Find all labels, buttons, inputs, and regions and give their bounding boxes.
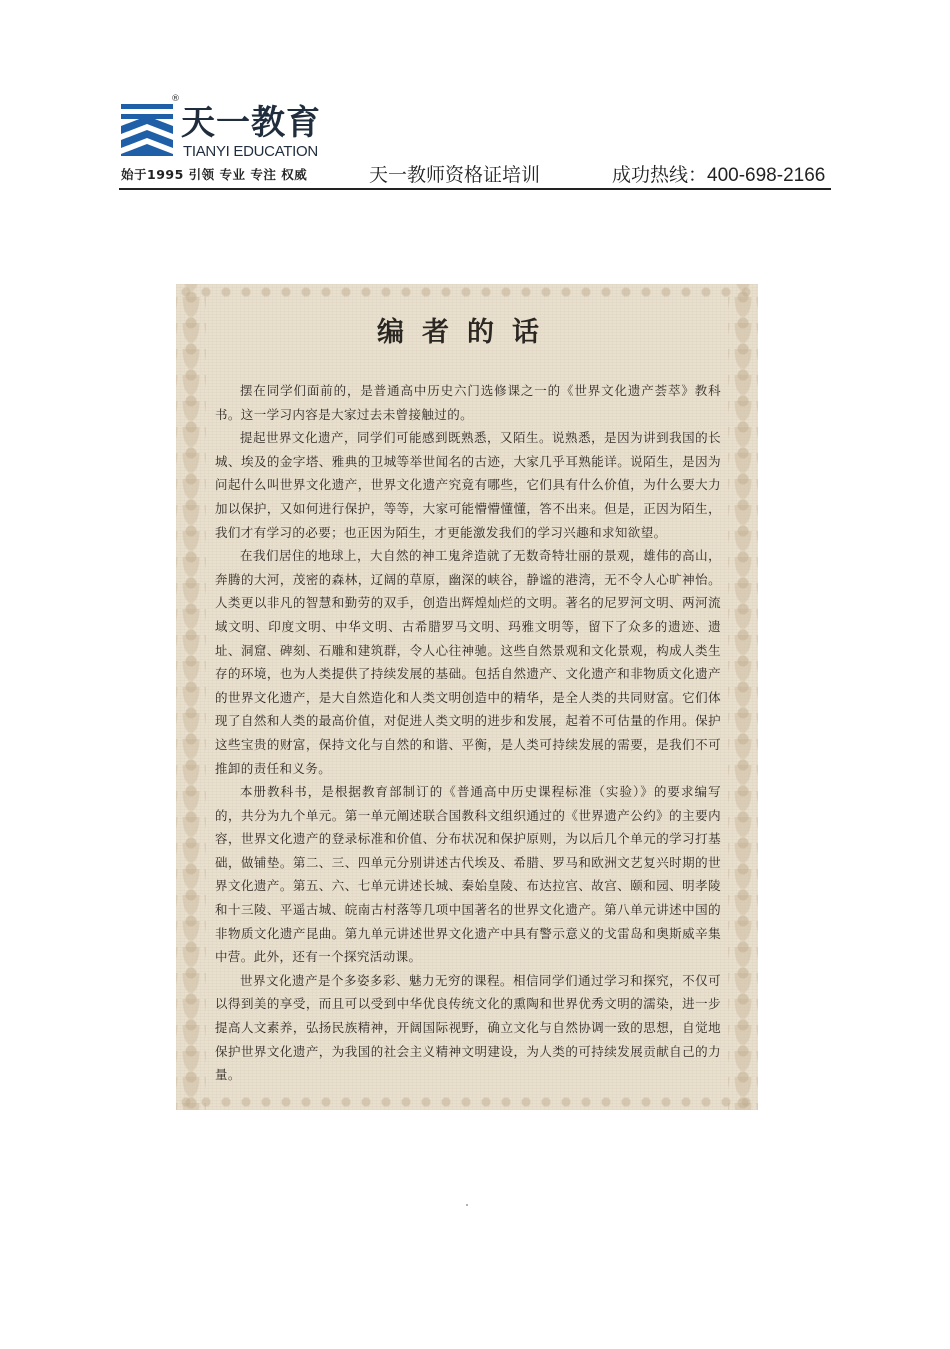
preface-paragraph: 本册教科书，是根据教育部制订的《普通高中历史课程标准（实验）》的要求编写的，共分为九个单元。第一单元阐述联合国教科文组织通过的《世界遗产公约》的主要内容，世界文化遗产的登录标准和价值、分布状况和保护原则，为以后几个单元的学习打基础，做铺垫。第二、三、四单元分别讲述古代埃及、希腊、罗马和欧洲文艺复兴时期的世界文化遗产。第五、六、七单元讲述长城、秦始皇陵、布达拉宫、故宫、颐和园、明孝陵和十三陵、平遥古城、皖南古村落等几项中国著名的世界文化遗产。第八单元讲述中国的非物质文化遗产昆曲。第九单元讲述世界文化遗产中具有警示意义的戈雷岛和奥斯威辛集中营。此外，还有一个探究活动课。 (215, 784, 721, 965)
brand-slogan: 始于1995 引领 专业 专注 权威 (121, 167, 308, 182)
preface-body (215, 379, 721, 1087)
header-center-title: 天一教师资格证培训 (369, 164, 541, 186)
hotline (612, 163, 825, 188)
brand-name-en: TIANYI EDUCATION (183, 143, 318, 160)
preface-paragraph: 世界文化遗产是个多姿多彩、魅力无穷的课程。相信同学们通过学习和探究，不仅可以得到美的享受，而且可以受到中华优良传统文化的熏陶和世界优秀文明的濡染，进一步提高人文素养，弘扬民族精神，开阔国际视野，确立文化与自然协调一致的思想，自觉地保护世界文化遗产，为我国的社会主义精神文明建设，为人类的可持续发展贡献自己的力量。 (215, 972, 721, 1083)
footer-dot (466, 1204, 468, 1206)
decorative-border-bottom (176, 1094, 758, 1110)
header-divider (119, 188, 831, 190)
preface-paragraph: 在我们居住的地球上，大自然的神工鬼斧造就了无数奇特壮丽的景观，雄伟的高山，奔腾的大河，茂密的森林，辽阔的草原，幽深的峡谷，静谧的港湾，无不令人心旷神怡。人类更以非凡的智慧和勤劳的双手，创造出辉煌灿烂的文明。著名的尼罗河文明、两河流域文明、印度文明、中华文明、古希腊罗马文明、玛雅文明等，留下了众多的遗迹、遗址、洞窟、碑刻、石雕和建筑群，令人心往神驰。这些自然景观和文化景观，构成人类生存的环境，也为人类提供了持续发展的基础。包括自然遗产、文化遗产和非物质文化遗产的世界文化遗产，是大自然造化和人类文明创造中的精华，是全人类的共同财富。它们体现了自然和人类的最高价值，对促进人类文明的进步和发展，起着不可估量的作用。保护这些宝贵的财富，保持文化与自然的和谐、平衡，是人类可持续发展的需要，是我们不可推卸的责任和义务。 (215, 548, 721, 776)
decorative-border-top (176, 284, 758, 300)
hotline-label: 成功热线： (612, 164, 708, 186)
preface-title: 编者的话 (377, 317, 557, 348)
preface-paragraph: 摆在同学们面前的，是普通高中历史六门选修课之一的《世界文化遗产荟萃》教科书。这一学习内容是大家过去未曾接触过的。 (215, 383, 721, 422)
scanned-page (176, 284, 758, 1110)
tianyi-logo-icon (121, 104, 173, 156)
brand-name-cn: 天一教育 (181, 103, 321, 143)
decorative-border-right (728, 284, 758, 1110)
hotline-number: 400-698-2166 (707, 165, 826, 186)
page-header (0, 0, 950, 200)
decorative-border-left (176, 284, 206, 1110)
registered-mark: ® (171, 94, 180, 104)
preface-paragraph: 提起世界文化遗产，同学们可能感到既熟悉，又陌生。说熟悉，是因为讲到我国的长城、埃及的金字塔、雅典的卫城等举世闻名的古迹，大家几乎耳熟能详。说陌生，是因为问起什么叫世界文化遗产，世界文化遗产究竟有哪些，它们具有什么价值，为什么要大力加以保护，又如何进行保护，等等，大家可能懵懵懂懂，答不出来。但是，正因为陌生，我们才有学习的必要；也正因为陌生，才更能激发我们的学习兴趣和求知欲望。 (215, 430, 721, 540)
